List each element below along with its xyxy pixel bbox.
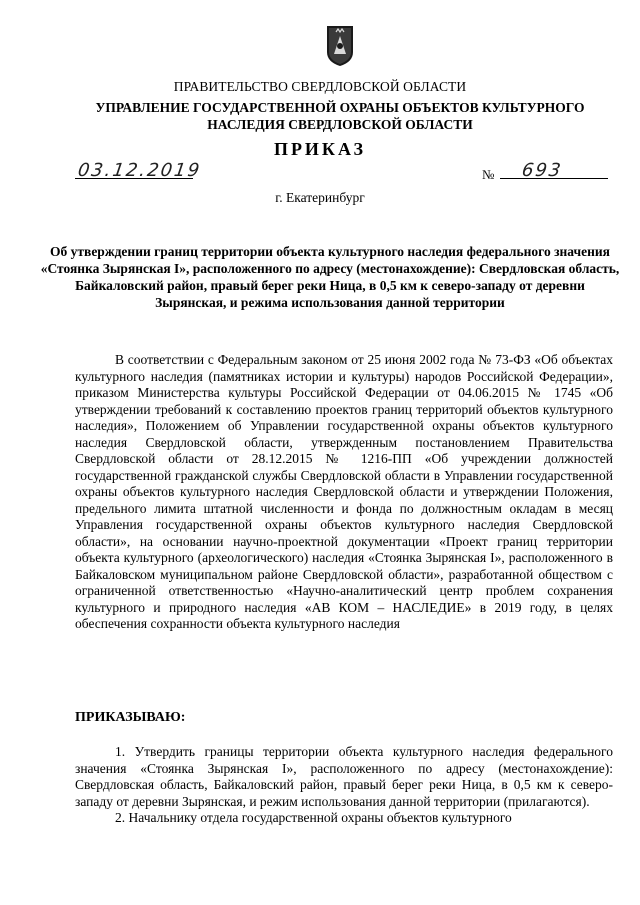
item-text: Начальнику отдела государственной охраны объектов культурного xyxy=(128,810,512,825)
date-underline xyxy=(75,178,193,179)
city: г. Екатеринбург xyxy=(275,190,365,205)
order-word: ПРИКАЗЫВАЮ: xyxy=(75,710,186,725)
item-number: 1. xyxy=(115,744,126,759)
preamble-paragraph: В соответствии с Федеральным законом от 25 июня 2002 года № 73-ФЗ «Об объектах культурного наследия (памятниках истории и культуры) народов Российской Федерации», приказом Министерства культуры Российской Федерации от 04.06.2015 № 1745 «Об утверждении требований к составлению проектов границ территорий объектов культурного наследия», Положением об Управлении государственной охраны объектов культурного наследия Свердловской области, утвержденным постановлением Правительства Свердловской области от 28.12.2015 № 1216-ПП «Об учреждении должностей государственной гражданской службы Свердловской области в Управлении государственной охраны объектов культурного наследия Свердловской области и утверждении Положения, предельного лимита штатной численности и фонда по должностным окладам в месяц Управления государственной охраны объектов культурного наследия Свердловской области», на основании научно-проектной документации «Проект границ территории объекта культурного (археологического) наследия «Стоянка Зырянская I», расположенного в Байкаловском муниципальном районе Свердловской области», разработанной обществом с ограниченной ответственностью «Научно-аналитический центр проблем сохранения культурного и природного наследия «АВ КОМ – НАСЛЕДИЕ» в 2019 году, в целях обеспечения сохранности объекта культурного наследия xyxy=(75,352,613,631)
order-item xyxy=(75,744,613,810)
department-name: УПРАВЛЕНИЕ ГОСУДАРСТВЕННОЙ ОХРАНЫ ОБЪЕКТОВ КУЛЬТУРНОГО НАСЛЕДИЯ СВЕРДЛОВСКОЙ ОБЛАСТИ xyxy=(95,100,585,132)
item-text: Утвердить границы территории объекта культурного наследия федерального значения «Стоянка Зырянская I», расположенного по адресу (местонахождение): Свердловская область, Байкаловский район, правый берег реки Ница, в 0,5 км к северо-западу от деревни Зырянская, и режим использования данной территории (прилагаются). xyxy=(75,744,614,809)
handwritten-date: 03.12.2019 xyxy=(76,160,203,181)
order-items xyxy=(75,744,613,827)
number-sign: № xyxy=(482,167,495,182)
government-name: ПРАВИТЕЛЬСТВО СВЕРДЛОВСКОЙ ОБЛАСТИ xyxy=(173,79,467,94)
order-subject: Об утверждении границ территории объекта культурного наследия федерального значения «Стоянка Зырянская I», расположенного по адресу (местонахождение): Свердловская область, Байкаловский район, правый берег реки Ница, в 0,5 км к северо-западу от деревни Зырянская, и режима использования данной территории xyxy=(40,244,620,310)
coat-of-arms-icon xyxy=(325,24,355,68)
item-number: 2. xyxy=(115,810,126,825)
number-underline xyxy=(500,178,608,179)
handwritten-number: 693 xyxy=(520,160,564,181)
document-type: ПРИКАЗ xyxy=(273,139,367,159)
order-item xyxy=(75,810,613,827)
